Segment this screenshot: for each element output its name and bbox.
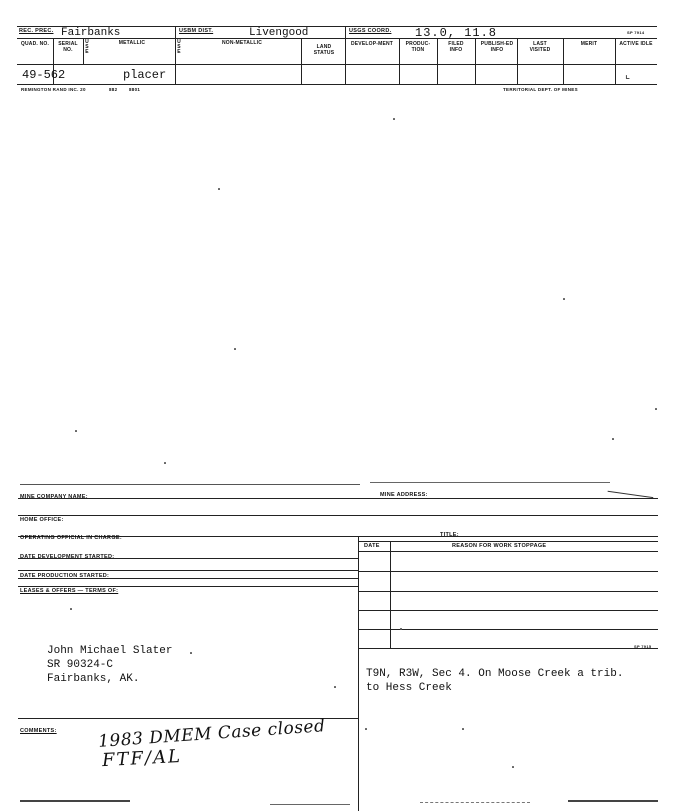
owner-case: SR 90324-C bbox=[47, 659, 114, 671]
col-active-idle: ACTIVE IDLE bbox=[619, 41, 653, 47]
location-line-2: to Hess Creek bbox=[366, 682, 452, 694]
col-non-metallic: NON-METALLIC bbox=[221, 40, 263, 46]
leases-label: LEASES & OFFERS — TERMS OF: bbox=[20, 588, 119, 594]
location-line-1: T9N, R3W, Sec 4. On Moose Creek a trib. bbox=[366, 668, 624, 680]
col-quad-no: QUAD. NO. bbox=[20, 41, 50, 47]
form-number: SP 7914 bbox=[627, 30, 645, 35]
active-idle-mark-icon: ⌞ bbox=[625, 69, 631, 81]
date-development-label: DATE DEVELOPMENT STARTED: bbox=[20, 554, 115, 560]
row-quad-serial: 49-562 bbox=[22, 68, 66, 82]
col-metallic: METALLIC bbox=[118, 40, 146, 46]
rec-prec-value: Fairbanks bbox=[61, 27, 121, 39]
comments-label: COMMENTS: bbox=[20, 728, 57, 734]
col-last-visited: LAST VISITED bbox=[529, 41, 551, 53]
rec-prec-label: REC. PREC. bbox=[19, 28, 54, 34]
row-metallic: placer bbox=[123, 68, 167, 82]
form-code-small: SP 7915 bbox=[634, 644, 652, 649]
col-development: DEVELOP-MENT bbox=[350, 41, 394, 47]
lower-card bbox=[0, 478, 678, 811]
top-card bbox=[17, 26, 657, 92]
printer-code-b: 8801 bbox=[129, 87, 141, 92]
handwritten-line-2: FTF/AL bbox=[101, 745, 183, 772]
reason-col-label: REASON FOR WORK STOPPAGE bbox=[452, 543, 547, 549]
col-published-info: PUBLISH-ED INFO bbox=[480, 41, 514, 53]
owner-name: John Michael Slater bbox=[47, 645, 173, 657]
mine-address-label: MINE ADDRESS: bbox=[380, 492, 428, 498]
department-imprint: TERRITORIAL DEPT. OF MINES bbox=[503, 87, 578, 92]
pencil-stroke-icon bbox=[608, 483, 655, 498]
usbm-dist-label: USBM DIST. bbox=[179, 28, 214, 34]
col-use-1: USE bbox=[85, 39, 89, 55]
printer-code-a: 882 bbox=[109, 87, 118, 92]
col-filed-info: FILED INFO bbox=[448, 41, 464, 53]
home-office-label: HOME OFFICE: bbox=[20, 517, 64, 523]
date-col-label: DATE bbox=[364, 543, 380, 549]
usbm-dist-value: Livengood bbox=[249, 27, 309, 39]
handwritten-line-1: 1983 DMEM Case closed bbox=[97, 716, 327, 752]
owner-city: Fairbanks, AK. bbox=[47, 673, 140, 685]
date-production-label: DATE PRODUCTION STARTED: bbox=[20, 573, 110, 579]
usgs-coord-label: USGS COORD. bbox=[349, 28, 392, 34]
col-production: PRODUC-TION bbox=[405, 41, 431, 53]
printer-imprint: REMINGTON RAND INC. 20 bbox=[21, 87, 86, 92]
operating-official-label: OPERATING OFFICIAL IN CHARGE: bbox=[20, 535, 122, 541]
mine-company-name-label: MINE COMPANY NAME: bbox=[20, 494, 88, 500]
col-land-status: LAND STATUS bbox=[313, 44, 335, 56]
col-use-2: USE bbox=[177, 39, 181, 55]
col-merit: MERIT bbox=[580, 41, 598, 47]
usgs-coord-value: 13.0, 11.8 bbox=[415, 26, 498, 40]
col-serial-no: SERIAL NO. bbox=[58, 41, 78, 53]
title-label: TITLE: bbox=[440, 532, 459, 538]
